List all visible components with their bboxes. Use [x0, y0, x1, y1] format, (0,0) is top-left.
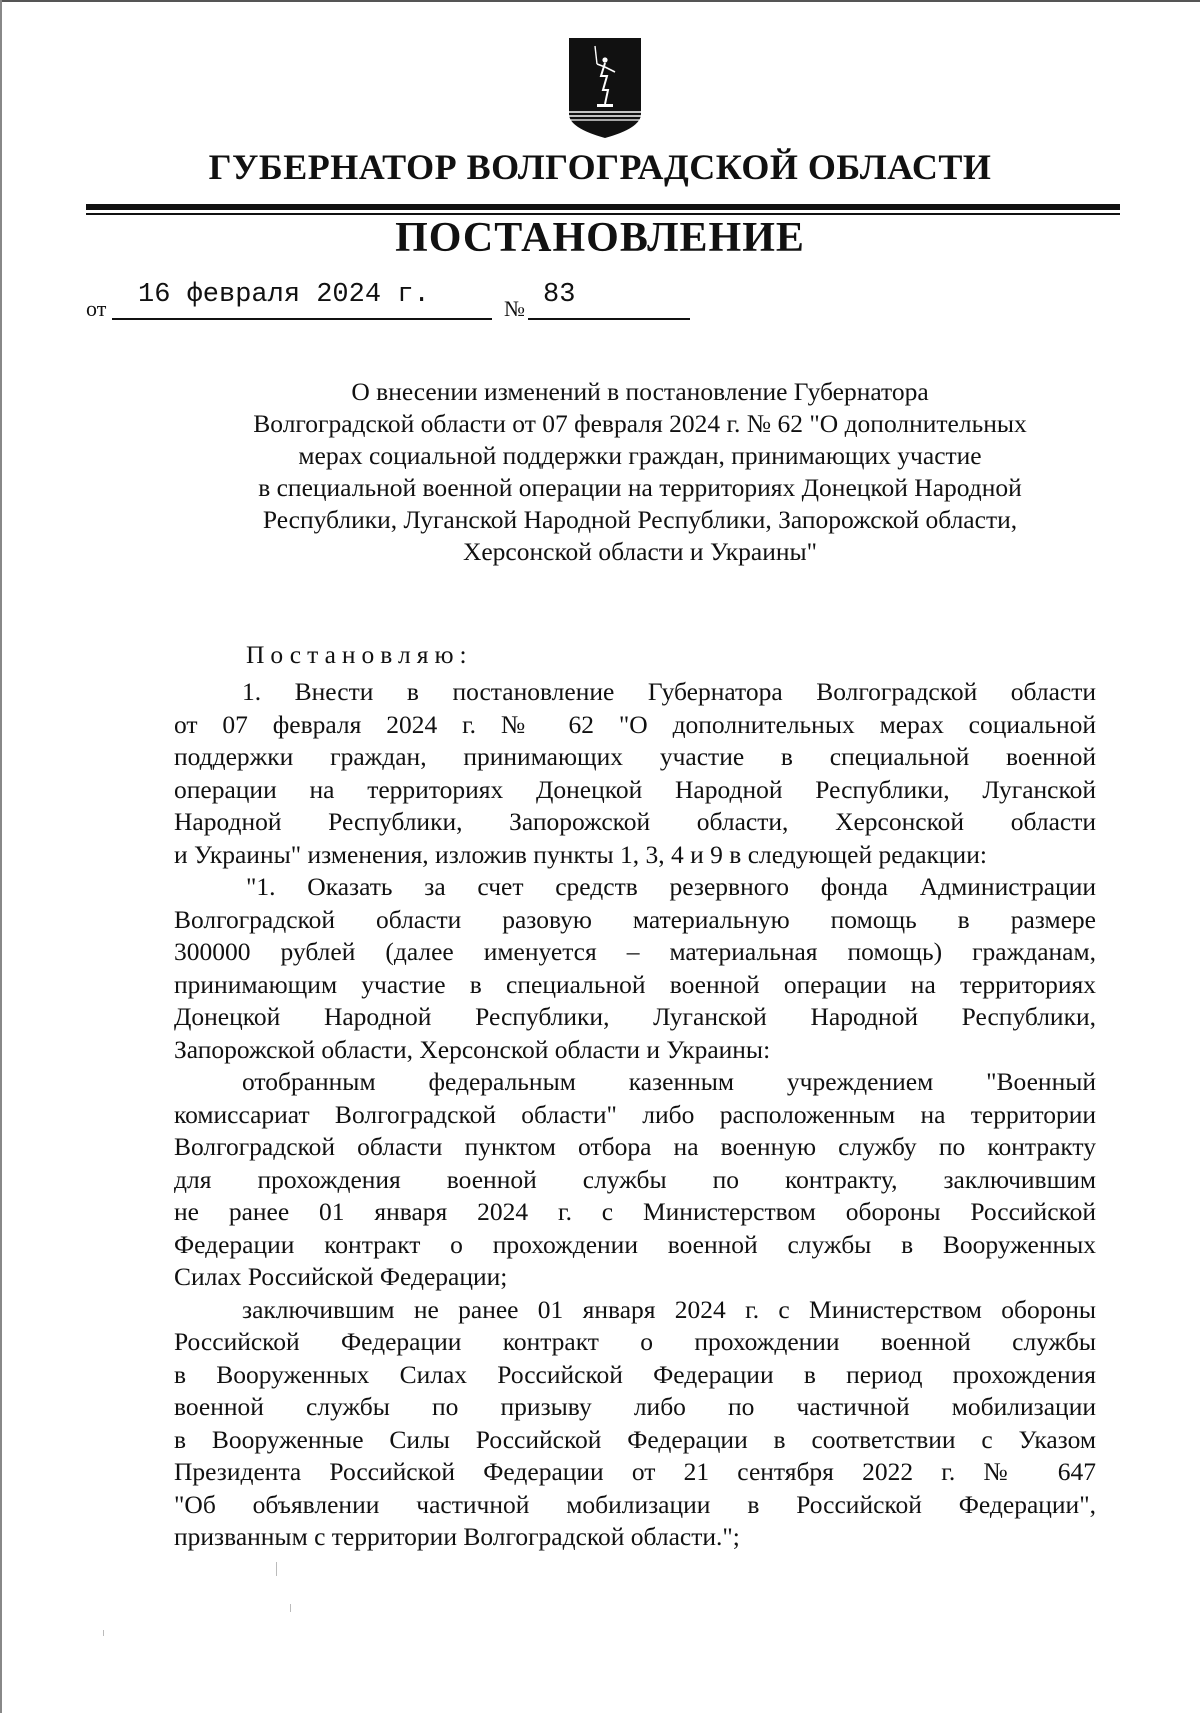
date-label: от	[86, 296, 107, 321]
header-rule-thick	[86, 204, 1120, 210]
body-line: заключившим не ранее 01 января 2024 г. с Министерством обороны	[242, 1294, 1096, 1324]
body-line: Запорожской области, Херсонской области и Украины:	[174, 1034, 771, 1064]
body-line: не ранее 01 января 2024 г. с Министерством обороны Российской	[174, 1197, 1096, 1226]
title-line: Республики, Луганской Народной Республики, Запорожской области,	[262, 505, 1018, 534]
title-line: О внесении изменений в постановление Губернатора	[351, 377, 929, 406]
scan-speck	[276, 1562, 277, 1576]
body-line: и Украины" изменения, изложив пункты 1, 3, 4 и 9 в следующей редакции:	[174, 839, 987, 869]
body-line: комиссариат Волгоградской области" либо расположенным на территории	[174, 1099, 1096, 1129]
resolve-word: Постановляю:	[246, 640, 473, 669]
scan-speck	[103, 1630, 104, 1636]
document-body	[174, 676, 1096, 1554]
body-line: в Вооруженные Силы Российской Федерации в соответствии с Указом	[174, 1424, 1096, 1454]
body-line: Донецкой Народной Республики, Луганской Народной Республики,	[174, 1002, 1096, 1031]
body-line: отобранным федеральным казенным учреждением "Военный	[242, 1067, 1096, 1096]
document-type: ПОСТАНОВЛЕНИЕ	[395, 215, 805, 261]
body-line: для прохождения военной службы по контракту, заключившим	[174, 1164, 1096, 1194]
body-line: военной службы по призыву либо по частичной мобилизации	[174, 1392, 1096, 1421]
title-line: Херсонской области и Украины"	[462, 537, 818, 566]
body-line: 300000 рублей (далее именуется – материальная помощь) гражданам,	[174, 937, 1096, 966]
document-title	[160, 376, 1120, 568]
body-line: Народной Республики, Запорожской области, Херсонской области	[174, 807, 1096, 836]
title-line: мерах социальной поддержки граждан, принимающих участие	[298, 441, 982, 470]
document-number: 83	[543, 280, 576, 310]
body-line: Волгоградской области разовую материальную помощь в размере	[174, 904, 1096, 934]
body-line: Президента Российской Федерации от 21 сентября 2022 г. № 647	[174, 1457, 1096, 1486]
scan-edge-top	[0, 0, 1200, 2]
number-label: №	[504, 296, 525, 321]
body-line: "1. Оказать за счет средств резервного фонда Администрации	[246, 872, 1096, 901]
number-underline	[528, 318, 690, 320]
body-line: Силах Российской Федерации;	[174, 1262, 508, 1291]
body-line: принимающим участие в специальной военной операции на территориях	[174, 969, 1096, 999]
body-line: Федерации контракт о прохождении военной службы в Вооруженных	[174, 1229, 1096, 1259]
body-line: Волгоградской области пунктом отбора на военную службу по контракту	[174, 1132, 1096, 1161]
body-line: от 07 февраля 2024 г. № 62 "О дополнительных мерах социальной	[174, 709, 1096, 739]
issuing-authority: ГУБЕРНАТОР ВОЛГОГРАДСКОЙ ОБЛАСТИ	[208, 147, 992, 187]
body-line: поддержки граждан, принимающих участие в специальной военной	[174, 742, 1096, 771]
date-underline	[112, 318, 492, 320]
body-line: призванным с территории Волгоградской области.";	[174, 1522, 740, 1551]
body-line: 1. Внести в постановление Губернатора Волгоградской области	[242, 677, 1096, 706]
coat-of-arms-icon	[567, 36, 643, 140]
body-line: операции на территориях Донецкой Народной Республики, Луганской	[174, 774, 1096, 804]
body-line: в Вооруженных Силах Российской Федерации в период прохождения	[174, 1359, 1096, 1389]
scan-speck	[290, 1604, 291, 1612]
title-line: Волгоградской области от 07 февраля 2024 г. № 62 "О дополнительных	[253, 409, 1027, 438]
body-line: "Об объявлении частичной мобилизации в Российской Федерации",	[174, 1489, 1096, 1519]
title-line: в специальной военной операции на территориях Донецкой Народной	[258, 473, 1022, 502]
body-line: Российской Федерации контракт о прохождении военной службы	[174, 1327, 1096, 1356]
document-date: 16 февраля 2024 г.	[138, 280, 430, 310]
